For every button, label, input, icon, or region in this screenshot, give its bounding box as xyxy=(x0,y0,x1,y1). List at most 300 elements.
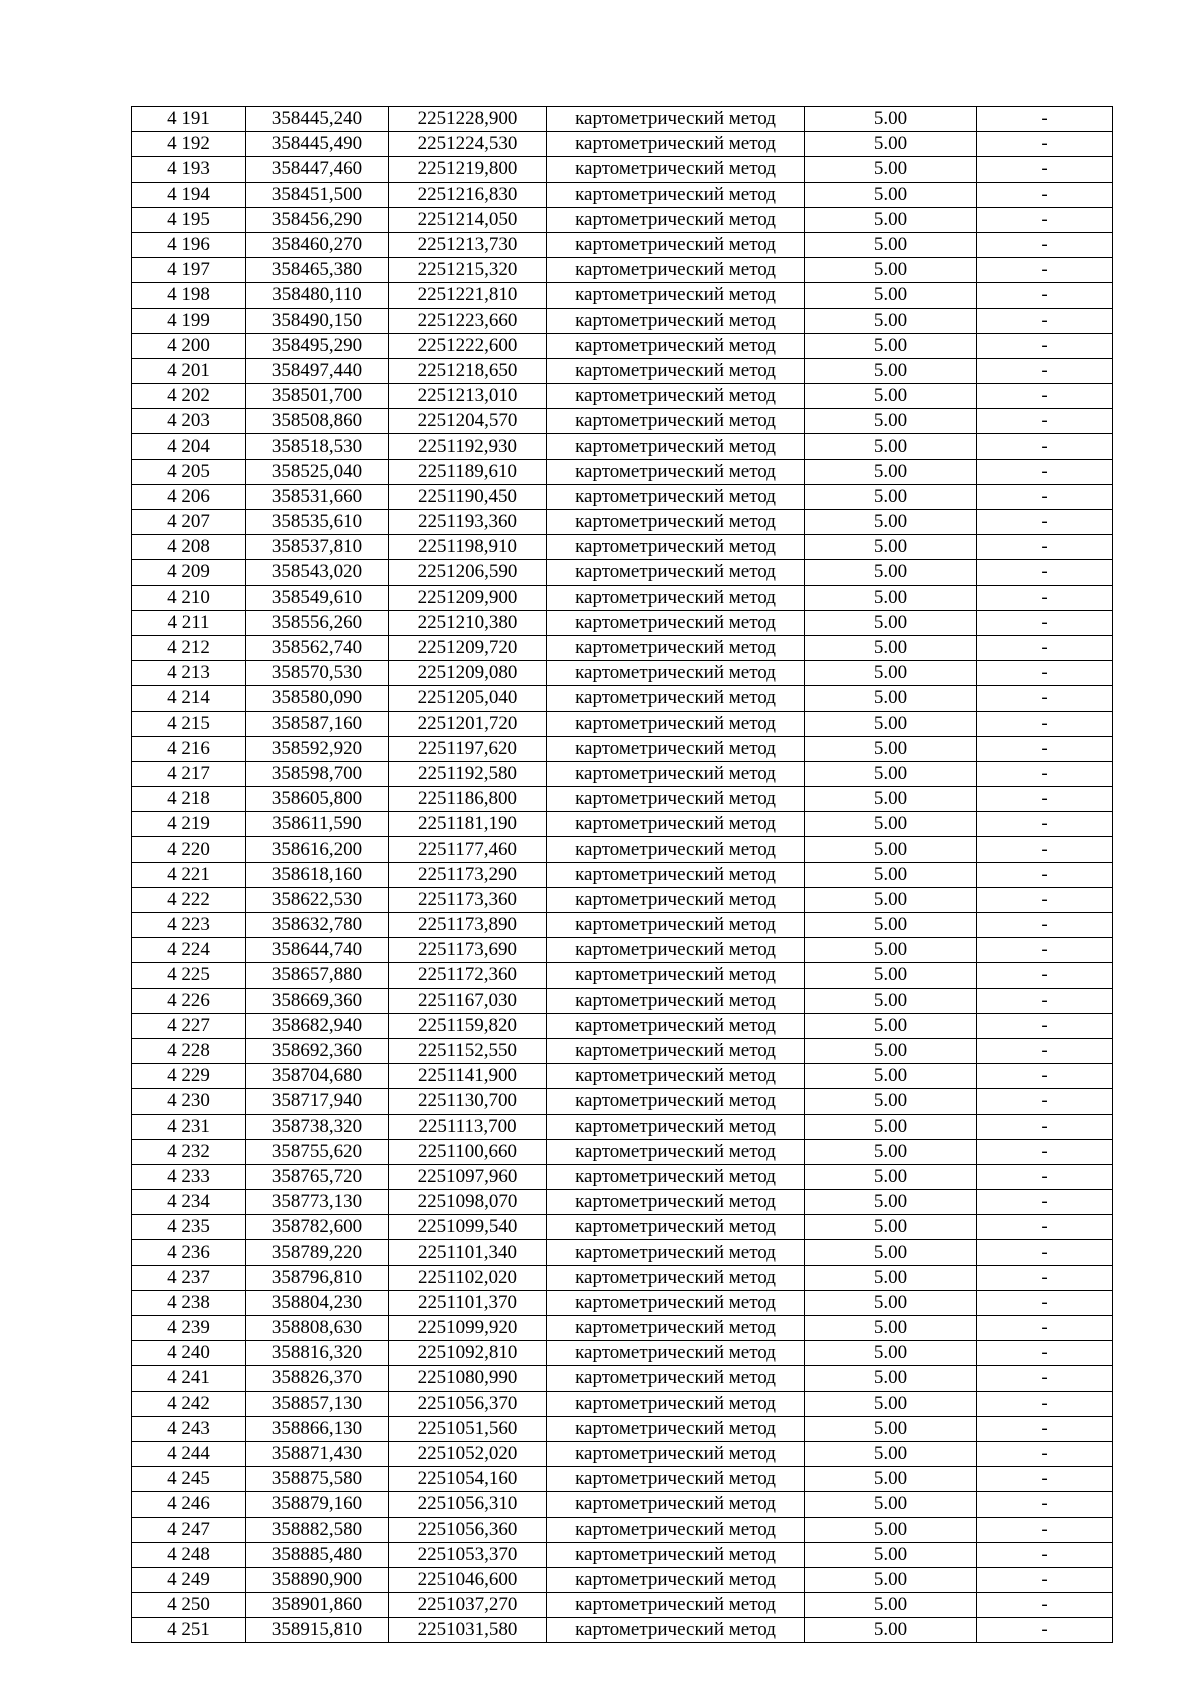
table-row xyxy=(132,459,1113,484)
accuracy-cell: 5.00 xyxy=(805,837,977,862)
point-number-cell: 4 198 xyxy=(132,283,246,308)
note-cell: - xyxy=(977,1492,1113,1517)
x-coordinate-cell: 358755,620 xyxy=(246,1139,389,1164)
point-number-cell: 4 238 xyxy=(132,1290,246,1315)
method-cell: картометрический метод xyxy=(547,510,805,535)
x-coordinate-cell: 358451,500 xyxy=(246,182,389,207)
table-row xyxy=(132,1467,1113,1492)
table-row xyxy=(132,1064,1113,1089)
x-coordinate-cell: 358598,700 xyxy=(246,761,389,786)
table-row xyxy=(132,862,1113,887)
y-coordinate-cell: 2251201,720 xyxy=(389,711,547,736)
x-coordinate-cell: 358535,610 xyxy=(246,510,389,535)
table-row xyxy=(132,1567,1113,1592)
note-cell: - xyxy=(977,1089,1113,1114)
point-number-cell: 4 240 xyxy=(132,1341,246,1366)
point-number-cell: 4 242 xyxy=(132,1391,246,1416)
accuracy-cell: 5.00 xyxy=(805,1618,977,1643)
method-cell: картометрический метод xyxy=(547,157,805,182)
table-row xyxy=(132,1190,1113,1215)
x-coordinate-cell: 358773,130 xyxy=(246,1190,389,1215)
note-cell: - xyxy=(977,585,1113,610)
accuracy-cell: 5.00 xyxy=(805,1316,977,1341)
point-number-cell: 4 196 xyxy=(132,232,246,257)
point-number-cell: 4 217 xyxy=(132,761,246,786)
y-coordinate-cell: 2251141,900 xyxy=(389,1064,547,1089)
note-cell: - xyxy=(977,560,1113,585)
x-coordinate-cell: 358866,130 xyxy=(246,1416,389,1441)
y-coordinate-cell: 2251098,070 xyxy=(389,1190,547,1215)
method-cell: картометрический метод xyxy=(547,1114,805,1139)
method-cell: картометрический метод xyxy=(547,761,805,786)
note-cell: - xyxy=(977,610,1113,635)
x-coordinate-cell: 358826,370 xyxy=(246,1366,389,1391)
note-cell: - xyxy=(977,1542,1113,1567)
x-coordinate-cell: 358465,380 xyxy=(246,258,389,283)
x-coordinate-cell: 358587,160 xyxy=(246,711,389,736)
table-row xyxy=(132,157,1113,182)
accuracy-cell: 5.00 xyxy=(805,459,977,484)
y-coordinate-cell: 2251177,460 xyxy=(389,837,547,862)
y-coordinate-cell: 2251224,530 xyxy=(389,132,547,157)
point-number-cell: 4 221 xyxy=(132,862,246,887)
point-number-cell: 4 229 xyxy=(132,1064,246,1089)
note-cell: - xyxy=(977,107,1113,132)
table-row xyxy=(132,484,1113,509)
note-cell: - xyxy=(977,484,1113,509)
point-number-cell: 4 211 xyxy=(132,610,246,635)
x-coordinate-cell: 358796,810 xyxy=(246,1265,389,1290)
x-coordinate-cell: 358618,160 xyxy=(246,862,389,887)
x-coordinate-cell: 358901,860 xyxy=(246,1593,389,1618)
point-number-cell: 4 195 xyxy=(132,207,246,232)
method-cell: картометрический метод xyxy=(547,1038,805,1063)
table-row xyxy=(132,1139,1113,1164)
note-cell: - xyxy=(977,409,1113,434)
note-cell: - xyxy=(977,812,1113,837)
y-coordinate-cell: 2251051,560 xyxy=(389,1416,547,1441)
method-cell: картометрический метод xyxy=(547,1064,805,1089)
point-number-cell: 4 215 xyxy=(132,711,246,736)
accuracy-cell: 5.00 xyxy=(805,535,977,560)
y-coordinate-cell: 2251080,990 xyxy=(389,1366,547,1391)
note-cell: - xyxy=(977,182,1113,207)
table-row xyxy=(132,610,1113,635)
table-row xyxy=(132,635,1113,660)
method-cell: картометрический метод xyxy=(547,535,805,560)
note-cell: - xyxy=(977,988,1113,1013)
x-coordinate-cell: 358611,590 xyxy=(246,812,389,837)
method-cell: картометрический метод xyxy=(547,434,805,459)
point-number-cell: 4 244 xyxy=(132,1441,246,1466)
point-number-cell: 4 235 xyxy=(132,1215,246,1240)
y-coordinate-cell: 2251046,600 xyxy=(389,1567,547,1592)
accuracy-cell: 5.00 xyxy=(805,384,977,409)
note-cell: - xyxy=(977,308,1113,333)
y-coordinate-cell: 2251054,160 xyxy=(389,1467,547,1492)
method-cell: картометрический метод xyxy=(547,1341,805,1366)
point-number-cell: 4 246 xyxy=(132,1492,246,1517)
accuracy-cell: 5.00 xyxy=(805,1038,977,1063)
y-coordinate-cell: 2251053,370 xyxy=(389,1542,547,1567)
accuracy-cell: 5.00 xyxy=(805,409,977,434)
method-cell: картометрический метод xyxy=(547,887,805,912)
y-coordinate-cell: 2251214,050 xyxy=(389,207,547,232)
coordinates-table-body xyxy=(132,107,1113,1643)
accuracy-cell: 5.00 xyxy=(805,1492,977,1517)
y-coordinate-cell: 2251181,190 xyxy=(389,812,547,837)
point-number-cell: 4 216 xyxy=(132,736,246,761)
note-cell: - xyxy=(977,157,1113,182)
note-cell: - xyxy=(977,283,1113,308)
table-row xyxy=(132,1089,1113,1114)
table-row xyxy=(132,107,1113,132)
note-cell: - xyxy=(977,358,1113,383)
y-coordinate-cell: 2251152,550 xyxy=(389,1038,547,1063)
note-cell: - xyxy=(977,938,1113,963)
y-coordinate-cell: 2251102,020 xyxy=(389,1265,547,1290)
y-coordinate-cell: 2251031,580 xyxy=(389,1618,547,1643)
point-number-cell: 4 241 xyxy=(132,1366,246,1391)
method-cell: картометрический метод xyxy=(547,1139,805,1164)
method-cell: картометрический метод xyxy=(547,1492,805,1517)
table-row xyxy=(132,1316,1113,1341)
x-coordinate-cell: 358915,810 xyxy=(246,1618,389,1643)
x-coordinate-cell: 358508,860 xyxy=(246,409,389,434)
x-coordinate-cell: 358882,580 xyxy=(246,1517,389,1542)
method-cell: картометрический метод xyxy=(547,308,805,333)
x-coordinate-cell: 358537,810 xyxy=(246,535,389,560)
x-coordinate-cell: 358456,290 xyxy=(246,207,389,232)
y-coordinate-cell: 2251204,570 xyxy=(389,409,547,434)
y-coordinate-cell: 2251099,920 xyxy=(389,1316,547,1341)
method-cell: картометрический метод xyxy=(547,1441,805,1466)
table-row xyxy=(132,1290,1113,1315)
point-number-cell: 4 237 xyxy=(132,1265,246,1290)
x-coordinate-cell: 358445,490 xyxy=(246,132,389,157)
note-cell: - xyxy=(977,1391,1113,1416)
x-coordinate-cell: 358632,780 xyxy=(246,913,389,938)
x-coordinate-cell: 358447,460 xyxy=(246,157,389,182)
method-cell: картометрический метод xyxy=(547,409,805,434)
x-coordinate-cell: 358717,940 xyxy=(246,1089,389,1114)
y-coordinate-cell: 2251215,320 xyxy=(389,258,547,283)
accuracy-cell: 5.00 xyxy=(805,1265,977,1290)
point-number-cell: 4 197 xyxy=(132,258,246,283)
note-cell: - xyxy=(977,635,1113,660)
y-coordinate-cell: 2251192,580 xyxy=(389,761,547,786)
method-cell: картометрический метод xyxy=(547,585,805,610)
accuracy-cell: 5.00 xyxy=(805,1164,977,1189)
point-number-cell: 4 212 xyxy=(132,635,246,660)
x-coordinate-cell: 358879,160 xyxy=(246,1492,389,1517)
point-number-cell: 4 251 xyxy=(132,1618,246,1643)
accuracy-cell: 5.00 xyxy=(805,333,977,358)
x-coordinate-cell: 358682,940 xyxy=(246,1013,389,1038)
accuracy-cell: 5.00 xyxy=(805,1013,977,1038)
table-row xyxy=(132,1441,1113,1466)
accuracy-cell: 5.00 xyxy=(805,635,977,660)
table-row xyxy=(132,913,1113,938)
method-cell: картометрический метод xyxy=(547,1215,805,1240)
accuracy-cell: 5.00 xyxy=(805,1567,977,1592)
x-coordinate-cell: 358657,880 xyxy=(246,963,389,988)
point-number-cell: 4 232 xyxy=(132,1139,246,1164)
accuracy-cell: 5.00 xyxy=(805,107,977,132)
table-row xyxy=(132,434,1113,459)
x-coordinate-cell: 358704,680 xyxy=(246,1064,389,1089)
accuracy-cell: 5.00 xyxy=(805,1240,977,1265)
method-cell: картометрический метод xyxy=(547,635,805,660)
y-coordinate-cell: 2251167,030 xyxy=(389,988,547,1013)
accuracy-cell: 5.00 xyxy=(805,1341,977,1366)
method-cell: картометрический метод xyxy=(547,1290,805,1315)
point-number-cell: 4 210 xyxy=(132,585,246,610)
table-row xyxy=(132,510,1113,535)
method-cell: картометрический метод xyxy=(547,837,805,862)
method-cell: картометрический метод xyxy=(547,207,805,232)
method-cell: картометрический метод xyxy=(547,1013,805,1038)
table-row xyxy=(132,887,1113,912)
x-coordinate-cell: 358592,920 xyxy=(246,736,389,761)
y-coordinate-cell: 2251056,310 xyxy=(389,1492,547,1517)
accuracy-cell: 5.00 xyxy=(805,1391,977,1416)
accuracy-cell: 5.00 xyxy=(805,484,977,509)
note-cell: - xyxy=(977,837,1113,862)
x-coordinate-cell: 358490,150 xyxy=(246,308,389,333)
note-cell: - xyxy=(977,711,1113,736)
note-cell: - xyxy=(977,258,1113,283)
x-coordinate-cell: 358616,200 xyxy=(246,837,389,862)
note-cell: - xyxy=(977,1114,1113,1139)
method-cell: картометрический метод xyxy=(547,938,805,963)
accuracy-cell: 5.00 xyxy=(805,1416,977,1441)
method-cell: картометрический метод xyxy=(547,1416,805,1441)
point-number-cell: 4 199 xyxy=(132,308,246,333)
x-coordinate-cell: 358497,440 xyxy=(246,358,389,383)
y-coordinate-cell: 2251197,620 xyxy=(389,736,547,761)
y-coordinate-cell: 2251189,610 xyxy=(389,459,547,484)
table-row xyxy=(132,1618,1113,1643)
accuracy-cell: 5.00 xyxy=(805,1215,977,1240)
accuracy-cell: 5.00 xyxy=(805,207,977,232)
x-coordinate-cell: 358480,110 xyxy=(246,283,389,308)
x-coordinate-cell: 358857,130 xyxy=(246,1391,389,1416)
x-coordinate-cell: 358669,360 xyxy=(246,988,389,1013)
method-cell: картометрический метод xyxy=(547,787,805,812)
x-coordinate-cell: 358580,090 xyxy=(246,686,389,711)
point-number-cell: 4 247 xyxy=(132,1517,246,1542)
method-cell: картометрический метод xyxy=(547,812,805,837)
table-row xyxy=(132,535,1113,560)
x-coordinate-cell: 358738,320 xyxy=(246,1114,389,1139)
accuracy-cell: 5.00 xyxy=(805,812,977,837)
point-number-cell: 4 228 xyxy=(132,1038,246,1063)
note-cell: - xyxy=(977,1441,1113,1466)
table-row xyxy=(132,1240,1113,1265)
point-number-cell: 4 208 xyxy=(132,535,246,560)
y-coordinate-cell: 2251056,370 xyxy=(389,1391,547,1416)
x-coordinate-cell: 358445,240 xyxy=(246,107,389,132)
y-coordinate-cell: 2251209,720 xyxy=(389,635,547,660)
table-row xyxy=(132,1517,1113,1542)
method-cell: картометрический метод xyxy=(547,1567,805,1592)
method-cell: картометрический метод xyxy=(547,963,805,988)
y-coordinate-cell: 2251216,830 xyxy=(389,182,547,207)
table-row xyxy=(132,283,1113,308)
y-coordinate-cell: 2251159,820 xyxy=(389,1013,547,1038)
y-coordinate-cell: 2251097,960 xyxy=(389,1164,547,1189)
accuracy-cell: 5.00 xyxy=(805,711,977,736)
coordinates-table xyxy=(131,106,1113,1643)
accuracy-cell: 5.00 xyxy=(805,761,977,786)
point-number-cell: 4 222 xyxy=(132,887,246,912)
accuracy-cell: 5.00 xyxy=(805,1089,977,1114)
note-cell: - xyxy=(977,1064,1113,1089)
y-coordinate-cell: 2251193,360 xyxy=(389,510,547,535)
x-coordinate-cell: 358644,740 xyxy=(246,938,389,963)
accuracy-cell: 5.00 xyxy=(805,686,977,711)
point-number-cell: 4 239 xyxy=(132,1316,246,1341)
note-cell: - xyxy=(977,1567,1113,1592)
y-coordinate-cell: 2251228,900 xyxy=(389,107,547,132)
y-coordinate-cell: 2251173,290 xyxy=(389,862,547,887)
method-cell: картометрический метод xyxy=(547,258,805,283)
accuracy-cell: 5.00 xyxy=(805,913,977,938)
accuracy-cell: 5.00 xyxy=(805,610,977,635)
accuracy-cell: 5.00 xyxy=(805,787,977,812)
table-row xyxy=(132,560,1113,585)
accuracy-cell: 5.00 xyxy=(805,988,977,1013)
x-coordinate-cell: 358782,600 xyxy=(246,1215,389,1240)
note-cell: - xyxy=(977,1618,1113,1643)
accuracy-cell: 5.00 xyxy=(805,358,977,383)
accuracy-cell: 5.00 xyxy=(805,283,977,308)
method-cell: картометрический метод xyxy=(547,333,805,358)
x-coordinate-cell: 358531,660 xyxy=(246,484,389,509)
accuracy-cell: 5.00 xyxy=(805,1139,977,1164)
method-cell: картометрический метод xyxy=(547,913,805,938)
x-coordinate-cell: 358622,530 xyxy=(246,887,389,912)
note-cell: - xyxy=(977,1013,1113,1038)
table-row xyxy=(132,736,1113,761)
note-cell: - xyxy=(977,1593,1113,1618)
x-coordinate-cell: 358789,220 xyxy=(246,1240,389,1265)
y-coordinate-cell: 2251100,660 xyxy=(389,1139,547,1164)
x-coordinate-cell: 358871,430 xyxy=(246,1441,389,1466)
accuracy-cell: 5.00 xyxy=(805,132,977,157)
method-cell: картометрический метод xyxy=(547,661,805,686)
note-cell: - xyxy=(977,232,1113,257)
note-cell: - xyxy=(977,963,1113,988)
method-cell: картометрический метод xyxy=(547,107,805,132)
y-coordinate-cell: 2251209,900 xyxy=(389,585,547,610)
point-number-cell: 4 219 xyxy=(132,812,246,837)
method-cell: картометрический метод xyxy=(547,1517,805,1542)
x-coordinate-cell: 358570,530 xyxy=(246,661,389,686)
accuracy-cell: 5.00 xyxy=(805,182,977,207)
point-number-cell: 4 194 xyxy=(132,182,246,207)
y-coordinate-cell: 2251198,910 xyxy=(389,535,547,560)
point-number-cell: 4 205 xyxy=(132,459,246,484)
point-number-cell: 4 230 xyxy=(132,1089,246,1114)
note-cell: - xyxy=(977,132,1113,157)
point-number-cell: 4 248 xyxy=(132,1542,246,1567)
table-row xyxy=(132,308,1113,333)
point-number-cell: 4 204 xyxy=(132,434,246,459)
point-number-cell: 4 191 xyxy=(132,107,246,132)
point-number-cell: 4 206 xyxy=(132,484,246,509)
x-coordinate-cell: 358765,720 xyxy=(246,1164,389,1189)
y-coordinate-cell: 2251099,540 xyxy=(389,1215,547,1240)
table-row xyxy=(132,711,1113,736)
method-cell: картометрический метод xyxy=(547,1240,805,1265)
note-cell: - xyxy=(977,1139,1113,1164)
accuracy-cell: 5.00 xyxy=(805,1467,977,1492)
table-row xyxy=(132,988,1113,1013)
method-cell: картометрический метод xyxy=(547,384,805,409)
note-cell: - xyxy=(977,384,1113,409)
y-coordinate-cell: 2251186,800 xyxy=(389,787,547,812)
method-cell: картометрический метод xyxy=(547,132,805,157)
table-row xyxy=(132,132,1113,157)
table-row xyxy=(132,333,1113,358)
table-row xyxy=(132,1215,1113,1240)
point-number-cell: 4 214 xyxy=(132,686,246,711)
note-cell: - xyxy=(977,1190,1113,1215)
table-row xyxy=(132,1038,1113,1063)
table-row xyxy=(132,585,1113,610)
y-coordinate-cell: 2251206,590 xyxy=(389,560,547,585)
note-cell: - xyxy=(977,736,1113,761)
x-coordinate-cell: 358885,480 xyxy=(246,1542,389,1567)
point-number-cell: 4 226 xyxy=(132,988,246,1013)
y-coordinate-cell: 2251222,600 xyxy=(389,333,547,358)
note-cell: - xyxy=(977,434,1113,459)
method-cell: картометрический метод xyxy=(547,182,805,207)
note-cell: - xyxy=(977,1215,1113,1240)
method-cell: картометрический метод xyxy=(547,610,805,635)
table-row xyxy=(132,207,1113,232)
table-row xyxy=(132,358,1113,383)
point-number-cell: 4 202 xyxy=(132,384,246,409)
method-cell: картометрический метод xyxy=(547,1618,805,1643)
table-row xyxy=(132,1492,1113,1517)
accuracy-cell: 5.00 xyxy=(805,963,977,988)
point-number-cell: 4 207 xyxy=(132,510,246,535)
method-cell: картометрический метод xyxy=(547,1190,805,1215)
accuracy-cell: 5.00 xyxy=(805,560,977,585)
x-coordinate-cell: 358501,700 xyxy=(246,384,389,409)
accuracy-cell: 5.00 xyxy=(805,661,977,686)
y-coordinate-cell: 2251223,660 xyxy=(389,308,547,333)
point-number-cell: 4 220 xyxy=(132,837,246,862)
note-cell: - xyxy=(977,1265,1113,1290)
table-row xyxy=(132,1542,1113,1567)
x-coordinate-cell: 358556,260 xyxy=(246,610,389,635)
table-row xyxy=(132,1593,1113,1618)
note-cell: - xyxy=(977,1341,1113,1366)
note-cell: - xyxy=(977,787,1113,812)
point-number-cell: 4 250 xyxy=(132,1593,246,1618)
note-cell: - xyxy=(977,1467,1113,1492)
table-row xyxy=(132,1164,1113,1189)
note-cell: - xyxy=(977,761,1113,786)
y-coordinate-cell: 2251219,800 xyxy=(389,157,547,182)
y-coordinate-cell: 2251221,810 xyxy=(389,283,547,308)
point-number-cell: 4 227 xyxy=(132,1013,246,1038)
method-cell: картометрический метод xyxy=(547,232,805,257)
